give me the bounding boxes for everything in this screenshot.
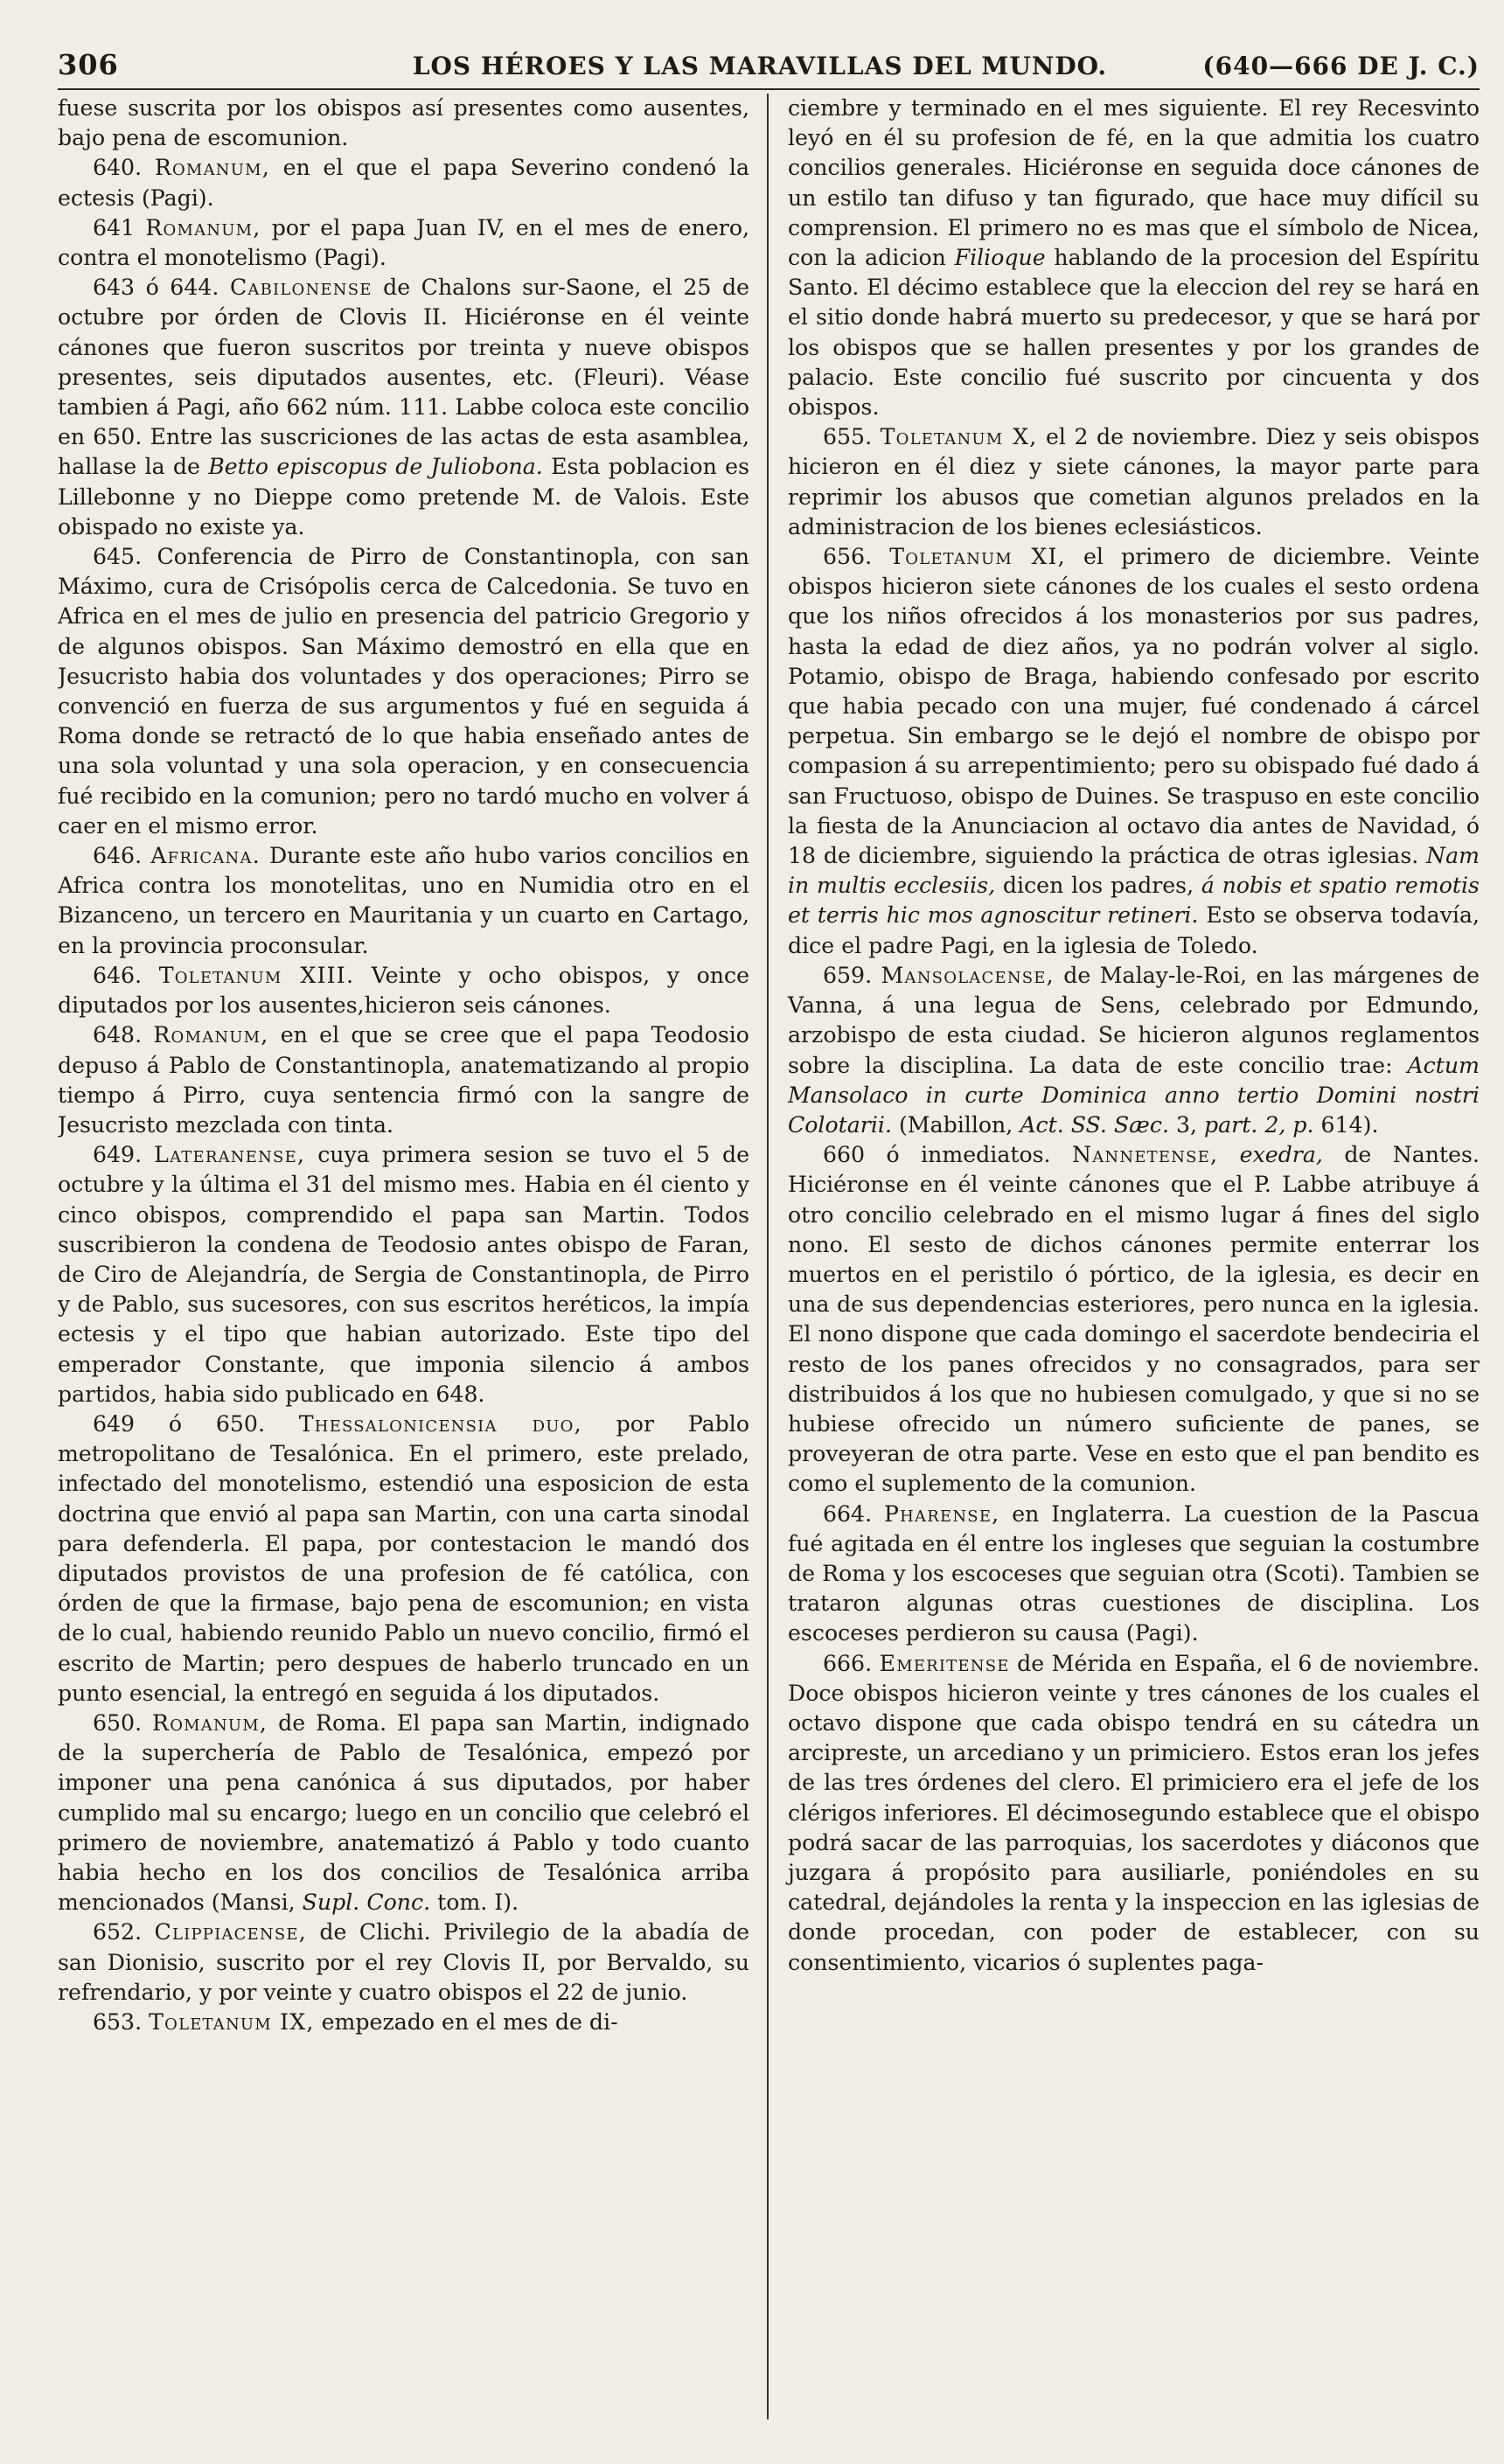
council-name: Africana. — [150, 843, 261, 869]
entry-number: 641 — [93, 214, 136, 240]
left-column — [58, 94, 767, 2419]
council-entry — [788, 422, 1480, 542]
entry-number: 649 ó 650. — [93, 1410, 265, 1437]
council-name: Romanum, — [154, 155, 270, 181]
latin-citation: Act. SS. Sæc. — [1020, 1111, 1169, 1138]
council-name: Clippiacense, — [154, 1919, 307, 1945]
running-title: LOS HÉROES Y LAS MARAVILLAS DEL MUNDO. — [412, 52, 1108, 80]
latin-citation: Filioque — [954, 245, 1046, 271]
council-entry — [788, 1649, 1480, 1978]
entry-text: de Roma. El papa san Martin, indignado de la superchería de Pablo de Tesalónica, empezó por imponer una pena canónica á sus diputados, por haber cumplido mal su encargo; luego en un concilio que celebró el primero de noviembre, anatematizó á Pablo y todo cuanto habia hecho en los dos concilios de Tesalónica arriba mencionados (Mansi, — [58, 1709, 749, 1916]
council-entry — [788, 1140, 1480, 1499]
council-entry — [788, 961, 1480, 1140]
council-name: Toletanum XI, — [889, 544, 1066, 570]
entry-number: 656. — [823, 544, 873, 570]
entry-text: de Mérida en España, el 6 de noviembre. Doce obispos hicieron veinte y tres cánones de los cuales el octavo dispone que cada obispo tendrá en su cátedra un arcipreste, un arcediano y un primiciero. Estos eran los jefes de las tres órdenes del clero. El primiciero era el jefe de los clérigos inferiores. El décimosegundo establece que el obispo podrá sacar de las parroquias, los sacerdotes y diáconos que juzgara á propósito para ausiliarle, poniéndoles en su catedral, dejándoles la renta y la inspeccion en las iglesias de donde procedan, con poder de establecer, con su consentimiento, vicarios ó suplentes paga- — [788, 1650, 1480, 1975]
council-entry — [58, 1020, 749, 1140]
entry-text: Veinte y ocho obispos, y once diputados por los ausentes,hicieron seis cánones. — [58, 962, 749, 1019]
council-entry — [58, 841, 749, 961]
council-name: Toletanum IX, — [149, 2009, 315, 2035]
council-name: Nannetense, — [1071, 1142, 1219, 1168]
text-columns — [58, 94, 1480, 2419]
latin-citation: Supl. Conc. — [302, 1890, 431, 1916]
entry-text: ó inmediatos. — [886, 1142, 1051, 1168]
entry-text: (Mabillon, — [898, 1111, 1013, 1138]
council-entry — [58, 542, 749, 841]
latin-citation: á nobis et spatio remotis et terris hic mos agnoscitur retineri. — [788, 873, 1480, 929]
council-entry — [58, 1918, 749, 2008]
council-name: Romanum, — [145, 214, 261, 240]
header-rule — [58, 88, 1480, 90]
entry-text: por Pablo metropolitano de Tesalónica. En el primero, este prelado, infectado del monotelismo, estendió una esposicion de esta doctrina que envió al papa san Martin, con una carta sinodal para defenderla. El papa, por contestacion le mandó dos diputados provistos de una profesion de fé católica, con órden de que la firmase, bajo pena de escomunion; en vista de lo cual, habiendo reunido Pablo un nuevo concilio, firmó el escrito de Martin; pero despues de haberlo truncado en un punto esencial, la entregó en seguida á los diputados. — [58, 1410, 749, 1706]
entry-text: cuya primera sesion se tuvo el 5 de octubre y la última el 31 del mismo mes. Habia en él ciento y cinco obispos, comprendido el papa san Martin. Todos suscribieron la condena de Teodosio antes obispo de Faran, de Ciro de Alejandría, de Sergia de Constantinopla, de Pirro y de Pablo, sus sucesores, con sus escritos heréticos, la impía ectesis y el tipo que habian autorizado. Este tipo del emperador Constante, que imponia silencio á ambos partidos, habia sido publicado en 648. — [58, 1142, 749, 1407]
entry-number: 646. — [93, 843, 143, 869]
council-entry — [58, 94, 749, 153]
entry-number: 666. — [823, 1650, 873, 1676]
entry-text: 3, — [1175, 1111, 1198, 1138]
latin-citation: Betto episcopus de Juliobona. — [208, 454, 543, 480]
date-range: (640—666 DE J. C.) — [1202, 52, 1480, 80]
council-entry — [58, 153, 749, 212]
entry-number: 655. — [823, 424, 873, 450]
entry-text: hablando de la procesion del Espíritu Santo. El décimo establece que la eleccion del rey se hará en el sitio donde habrá muerto su predecesor, y que se hará por los obispos que se hallen presentes y por los grandes de palacio. Este concilio fué suscrito por cincuenta y dos obispos. — [788, 245, 1480, 421]
entry-text: de la iglesia, es decir en una de sus dependencias esteriores, pero nunca en la iglesia. El nono dispone que cada domingo el sacerdote bendeciria el resto de los panes ofrecidos y no consagrados, para ser distribuidos á los que no hubiesen comulgado, y que si no se hubiese ofrecido un número suficiente de panes, se proveyeran de otra parte. Vese en esto que el pan bendito es como el suplemento de la comunion. — [788, 1261, 1480, 1497]
latin-citation: exedra, — [1239, 1142, 1323, 1168]
entry-text: empezado en el mes de di- — [321, 2009, 618, 2035]
council-entry — [58, 961, 749, 1020]
entry-text: Esta poblacion es Lillebonne y no Dieppe como pretende M. de Valois. Este obispado no existe ya. — [58, 454, 750, 539]
entry-number: 660 — [823, 1142, 866, 1168]
entry-text: tom. I). — [437, 1890, 519, 1916]
entry-number: 649. — [93, 1142, 143, 1168]
entry-text: el 2 de noviembre. Diez y seis obispos hicieron en él diez y siete cánones, la mayor parte para reprimir los abusos que cometian algunos prelados en la administracion de los bienes eclesiásticos. — [788, 424, 1480, 539]
entry-number: 645. — [93, 544, 143, 570]
entry-number: 659. — [823, 962, 873, 988]
entry-text: dicen los padres, — [1002, 873, 1194, 899]
entry-number: 652. — [93, 1919, 143, 1945]
entry-text: de Clichi. Privilegio de la abadía de san Dionisio, suscrito por el rey Clovis II, por Bervaldo, su refrendario, y por veinte y cuatro obispos el 22 de junio. — [58, 1919, 749, 2005]
entry-text: Durante este año hubo varios concilios en Africa contra los monotelitas, uno en Numidia otro en el Bizanceno, un tercero en Mauritania y un cuarto en Cartago, en la provincia proconsular. — [58, 843, 749, 958]
entry-number: 648. — [93, 1022, 143, 1048]
council-name: Pharense, — [884, 1500, 1000, 1527]
council-name: Thessalonicensia duo, — [298, 1410, 582, 1437]
entry-text: de Malay-le-Roi, en las márgenes de Vanna, á una legua de Sens, celebrado por Edmundo, arzobispo de esta ciudad. Se hicieron algunos reglamentos sobre la disciplina. La data de este concilio trae: — [788, 962, 1480, 1078]
entry-number: 650. — [93, 1709, 143, 1736]
entry-text: en el que se cree que el papa Teodosio depuso á Pablo de Constantinopla, anatematizando al propio tiempo á Pirro, cuya sentencia firmó con la sangre de Jesucristo mezclada con tinta. — [58, 1022, 749, 1138]
council-entry — [58, 1409, 749, 1709]
council-entry — [58, 213, 749, 273]
latin-citation: Nam in multis ecclesiis, — [788, 843, 1480, 899]
page-number: 306 — [58, 48, 119, 81]
entry-number: 643 ó 644. — [93, 275, 219, 301]
entry-text: Conferencia de Pirro de Constantinopla, con san Máximo, cura de Crisópolis cerca de Calcedonia. Se tuvo en Africa en el mes de julio en presencia del patricio Gregorio y de algunos obispos. San Máximo demostró en ella que en Jesucristo habia dos voluntades y dos operaciones; Pirro se convenció en fuerza de sus argumentos y fué en seguida á Roma donde se retractó de lo que habia enseñado antes de una sola voluntad y una sola operacion, y en consecuencia fué recibido en la comunion; pero no tardó mucho en volver á caer en el mismo error. — [58, 544, 749, 839]
council-entry — [58, 273, 749, 542]
council-entry — [788, 94, 1480, 422]
entry-text: de Chalons sur-Saone, el 25 de octubre por órden de Clovis II. Hiciéronse en él veinte cánones que fueron suscritos por treinta y nueve obispos presentes, seis diputados ausentes, etc. (Fleuri). Véase tambien á Pagi, año 662 núm. 111. Labbe coloca este concilio en 650. Entre las suscriciones de las actas de esta asamblea, hallase la de — [58, 275, 750, 480]
council-name: Romanum, — [153, 1022, 269, 1048]
entry-number: 664. — [823, 1500, 873, 1527]
latin-citation: Actum Mansolaco in curte Dominica anno tertio Domini nostri Colotarii. — [788, 1052, 1480, 1138]
council-entry — [788, 1500, 1480, 1649]
entry-number: 646. — [93, 962, 143, 988]
entry-text: por el papa Juan IV, en el mes de enero, contra el monotelismo (Pagi). — [58, 214, 749, 271]
entry-text: ciembre y terminado en el mes siguiente. El rey Recesvinto leyó en él su profesion de fé, en la que admitia los cuatro concilios generales. Hiciéronse en seguida doce cánones de un estilo tan difuso y tan figurado, que hace muy difícil su comprension. El primero no es mas que el símbolo de Nicea, con la adicion — [788, 95, 1480, 271]
entry-number: 653. — [93, 2009, 143, 2035]
entry-text: en Inglaterra. La cuestion de la Pascua fué agitada en él entre los ingleses que seguian la costumbre de Roma y los escoceses que seguian otra (Scoti). Tambien se trataron algunas otras cuestiones de disciplina. Los escoceses perdieron su causa (Pagi). — [788, 1500, 1480, 1646]
council-name: Lateranense, — [154, 1142, 306, 1168]
entry-text: Esto se observa todavía, dice el padre Pagi, en la iglesia de Toledo. — [788, 902, 1480, 958]
council-entry — [58, 2008, 749, 2037]
council-name: Toletanum XIII. — [158, 962, 355, 988]
council-name: Toletanum X, — [880, 424, 1038, 450]
council-name: Mansolacense, — [881, 962, 1055, 988]
entry-text: el primero de diciembre. Veinte obispos hicieron siete cánones de los cuales el sesto ordena que los niños ofrecidos á los monasterios por sus padres, hasta la edad de diez años, ya no podrán volver al siglo. Potamio, obispo de Braga, habiendo confesado por escrito que habia pecado con una mujer, fué condenado á cárcel perpetua. Sin embargo se le dejó el nombre de obispo por compasion á su arrepentimiento; pero su obispado fué dado á san Fructuoso, obispo de Duines. Se traspuso en este concilio la fiesta de la Anunciacion al octavo dia antes de Navidad, ó 18 de diciembre, siguiendo la práctica de otras iglesias. — [788, 544, 1480, 869]
entry-text: de Nantes. Hiciéronse en él veinte cánones que el P. Labbe atribuye á otro concilio celebrado en el mismo lugar á fines del siglo nono. El sesto de dichos cánones permite enterrar los muertos en el peristilo ó pórtico, — [788, 1142, 1480, 1287]
council-name: Romanum, — [152, 1709, 268, 1736]
right-column — [767, 94, 1480, 2419]
entry-text: 614). — [1320, 1111, 1379, 1138]
page-header — [58, 48, 1480, 87]
entry-number: 640. — [93, 155, 143, 181]
entry-text: fuese suscrita por los obispos así presentes como ausentes, bajo pena de escomunion. — [58, 95, 749, 151]
entry-text: en el que el papa Severino condenó la ectesis (Pagi). — [58, 155, 749, 211]
council-entry — [788, 542, 1480, 961]
council-entry — [58, 1709, 749, 1918]
council-name: Emeritense — [879, 1650, 1010, 1676]
latin-citation: part. 2, p. — [1204, 1111, 1314, 1138]
council-name: Cabilonense — [229, 275, 373, 301]
council-entry — [58, 1140, 749, 1409]
